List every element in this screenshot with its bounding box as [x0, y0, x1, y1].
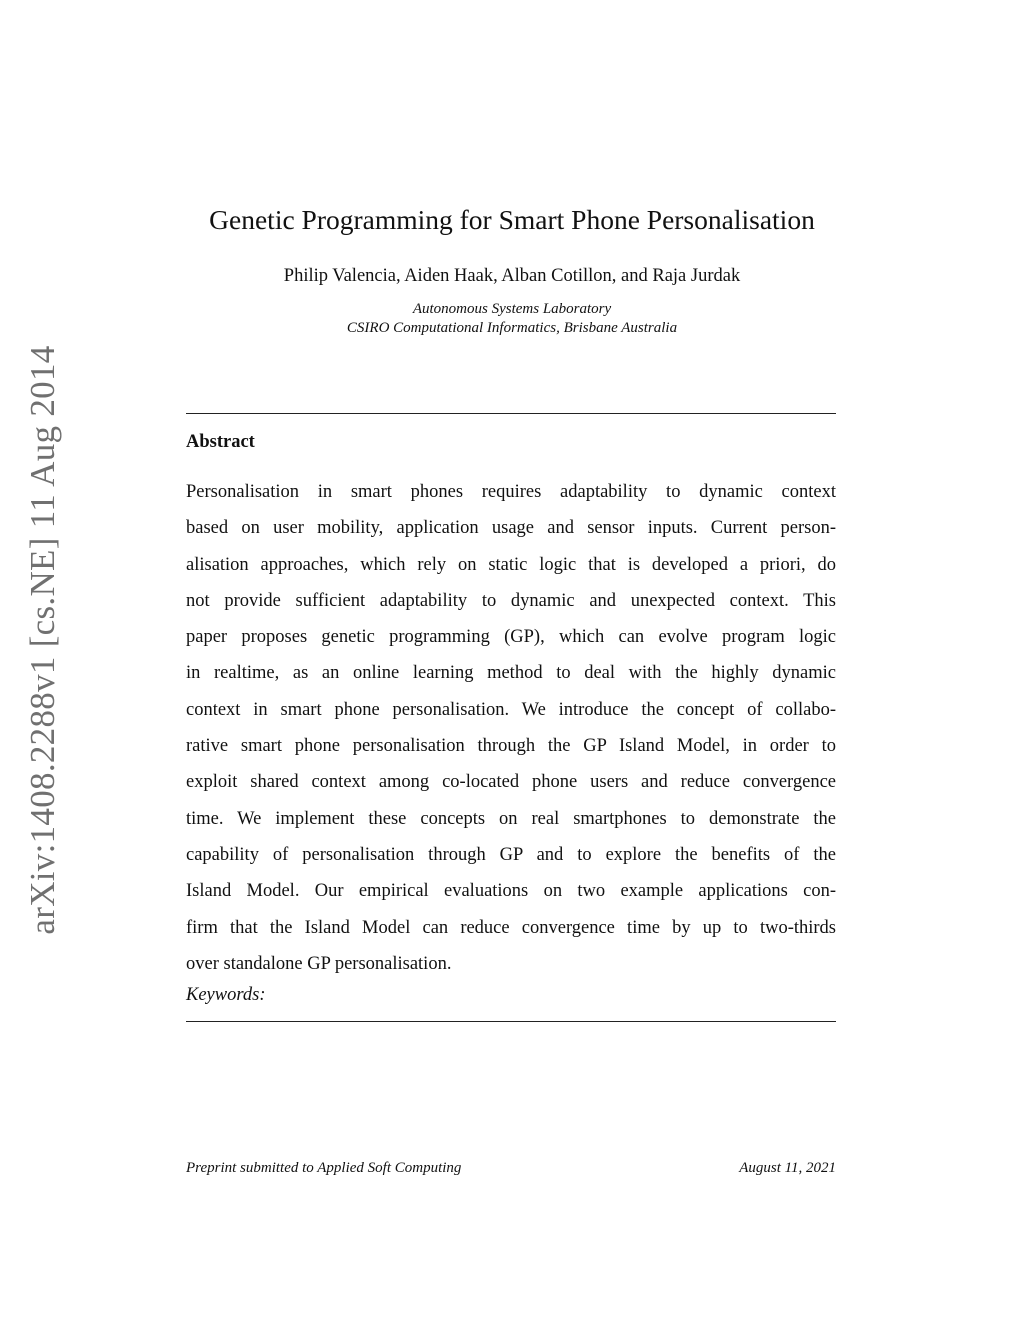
abstract-line: paper proposes genetic programming (GP), which can evolve program logic	[186, 627, 836, 648]
abstract-line: capability of personalisation through GP and to explore the benefits of the	[186, 844, 836, 865]
abstract-top-rule	[186, 413, 836, 414]
abstract-line: firm that the Island Model can reduce convergence time by up to two-thirds	[186, 917, 836, 938]
abstract-line: Island Model. Our empirical evaluations on two example applications con-	[186, 881, 836, 902]
author-list: Philip Valencia, Aiden Haak, Alban Cotillon, and Raja Jurdak	[283, 266, 741, 286]
abstract-line: time. We implement these concepts on real smartphones to demonstrate the	[186, 808, 836, 829]
preprint-date: August 11, 2021	[739, 1160, 836, 1176]
abstract-line: in realtime, as an online learning method to deal with the highly dynamic	[186, 663, 836, 684]
affiliation-lab: Autonomous Systems Laboratory	[412, 301, 612, 317]
paper-title: Genetic Programming for Smart Phone Personalisation	[209, 204, 815, 235]
abstract-bottom-rule	[186, 1021, 836, 1022]
abstract-body	[186, 474, 836, 982]
preprint-note: Preprint submitted to Applied Soft Computing	[186, 1160, 462, 1176]
abstract-line: rative smart phone personalisation through the GP Island Model, in order to	[186, 736, 836, 757]
abstract-line: over standalone GP personalisation.	[186, 953, 452, 974]
affiliation-institution: CSIRO Computational Informatics, Brisbane Australia	[346, 320, 678, 336]
abstract-line: context in smart phone personalisation. We introduce the concept of collabo-	[186, 699, 836, 720]
abstract-heading: Abstract	[186, 432, 255, 452]
abstract-line: not provide sufficient adaptability to dynamic and unexpected context. This	[186, 590, 836, 611]
keywords-label: Keywords:	[186, 985, 266, 1005]
abstract-line: alisation approaches, which rely on static logic that is developed a priori, do	[186, 554, 836, 575]
abstract-line: Personalisation in smart phones requires adaptability to dynamic context	[186, 482, 836, 502]
abstract-line: exploit shared context among co-located phone users and reduce convergence	[186, 772, 836, 793]
abstract-line: based on user mobility, application usage and sensor inputs. Current person-	[186, 518, 836, 539]
arxiv-identifier-stamp: arXiv:1408.2288v1 [cs.NE] 11 Aug 2014	[23, 345, 62, 935]
